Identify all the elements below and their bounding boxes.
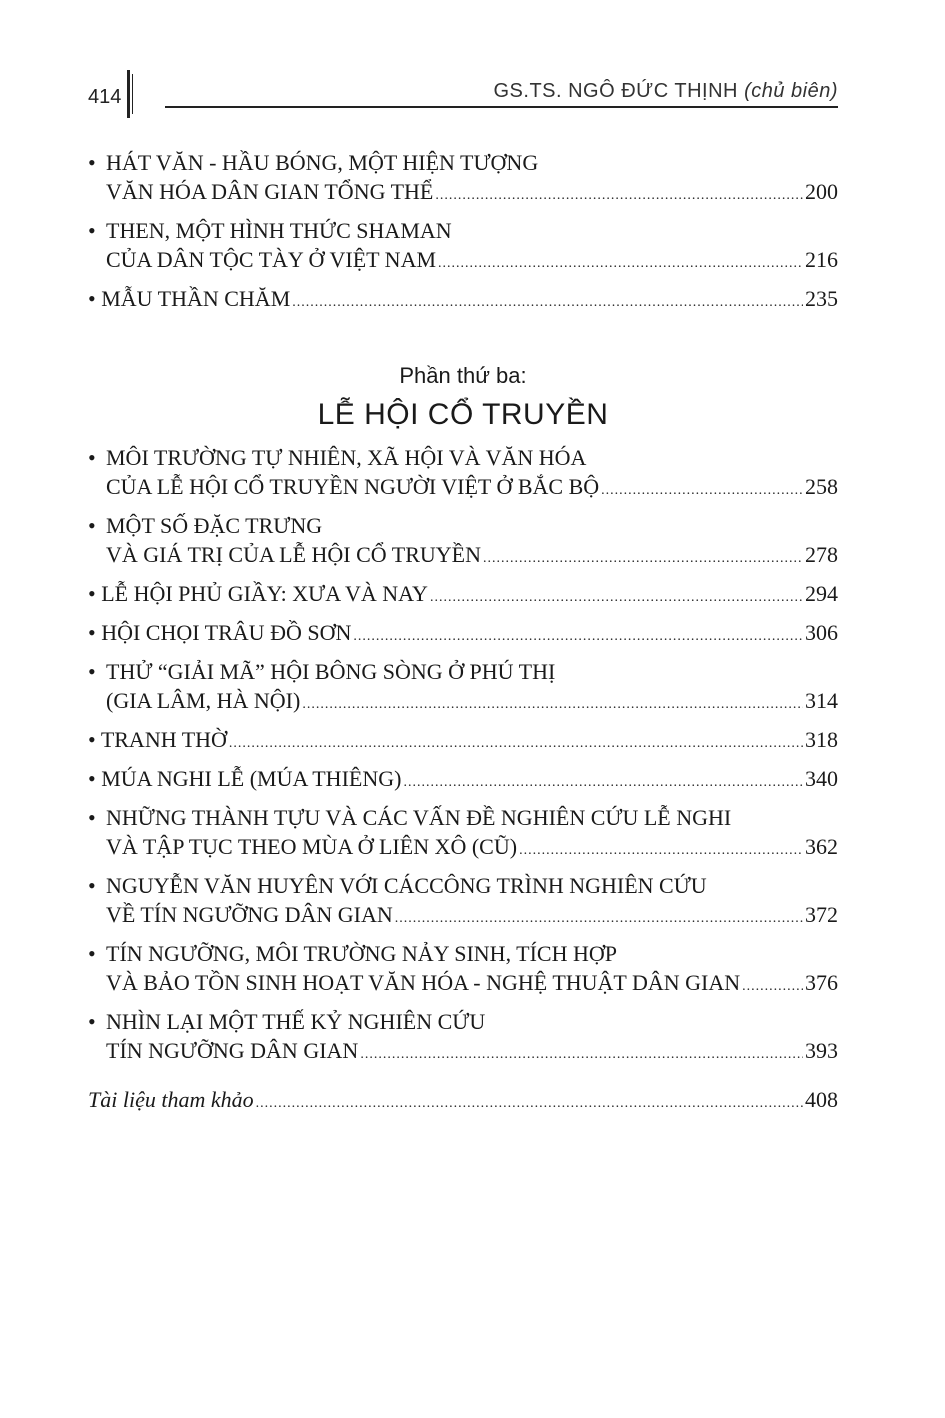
bullet-icon: • bbox=[88, 445, 96, 470]
entry-title-line: (GIA LÂM, HÀ NỘI) bbox=[106, 688, 301, 713]
dot-leader bbox=[256, 1085, 803, 1118]
entry-title-line: MÔI TRƯỜNG TỰ NHIÊN, XÃ HỘI VÀ VĂN HÓA bbox=[106, 445, 587, 470]
entry-title-line: MÚA NGHI LỄ (MÚA THIÊNG) bbox=[101, 766, 402, 791]
entry-page: 376 bbox=[805, 970, 838, 995]
toc-entry bbox=[88, 579, 838, 612]
entry-page: 372 bbox=[805, 902, 838, 927]
dot-leader bbox=[430, 579, 803, 612]
entry-title-line: LỄ HỘI PHỦ GIẦY: XƯA VÀ NAY bbox=[101, 581, 428, 606]
dot-leader bbox=[435, 177, 803, 210]
references-label: Tài liệu tham khảo bbox=[88, 1087, 254, 1112]
toc-entry bbox=[88, 803, 838, 865]
toc-entry bbox=[88, 764, 838, 797]
entry-page: 235 bbox=[805, 286, 838, 311]
bullet-icon: • bbox=[88, 513, 96, 538]
entry-page: 393 bbox=[805, 1038, 838, 1063]
toc-entry bbox=[88, 284, 838, 317]
entry-title-line: VĂN HÓA DÂN GIAN TỔNG THỂ bbox=[106, 179, 434, 204]
toc-entry bbox=[88, 657, 838, 719]
entry-title-line: MỘT SỐ ĐẶC TRƯNG bbox=[106, 513, 323, 538]
dot-leader bbox=[302, 686, 803, 719]
entry-title-line: THỬ “GIẢI MÃ” HỘI BÔNG SÒNG Ở PHÚ THỊ bbox=[106, 659, 556, 684]
bullet-icon: • bbox=[88, 286, 96, 311]
entry-title-line: THEN, MỘT HÌNH THỨC SHAMAN bbox=[106, 218, 452, 243]
dot-leader bbox=[360, 1036, 803, 1069]
entry-page: 362 bbox=[805, 834, 838, 859]
bullet-icon: • bbox=[88, 150, 96, 175]
bullet-icon: • bbox=[88, 941, 96, 966]
entry-title-line: VỀ TÍN NGƯỠNG DÂN GIAN bbox=[106, 902, 393, 927]
toc-entry bbox=[88, 443, 838, 505]
dot-leader bbox=[483, 540, 803, 573]
table-of-contents bbox=[88, 148, 838, 1118]
running-head-author bbox=[493, 80, 838, 103]
entry-title-line: CỦA LỄ HỘI CỔ TRUYỀN NGƯỜI VIỆT Ở BẮC BỘ bbox=[106, 474, 600, 499]
entry-page: 314 bbox=[805, 688, 838, 713]
dot-leader bbox=[395, 900, 803, 933]
entry-page: 408 bbox=[805, 1087, 838, 1112]
author-name: GS.TS. NGÔ ĐỨC THỊNH bbox=[493, 80, 738, 102]
entry-title-line: VÀ GIÁ TRỊ CỦA LỄ HỘI CỔ TRUYỀN bbox=[106, 542, 482, 567]
dot-leader bbox=[601, 472, 803, 505]
entry-page: 200 bbox=[805, 179, 838, 204]
bullet-icon: • bbox=[88, 218, 96, 243]
entry-title-line: NHỮNG THÀNH TỰU VÀ CÁC VẤN ĐỀ NGHIÊN CỨU LỄ NGHI bbox=[106, 805, 732, 830]
entry-title-line: HỘI CHỌI TRÂU ĐỒ SƠN bbox=[101, 620, 352, 645]
entry-page: 340 bbox=[805, 766, 838, 791]
entry-page: 216 bbox=[805, 247, 838, 272]
bullet-icon: • bbox=[88, 873, 96, 898]
dot-leader bbox=[438, 245, 803, 278]
entry-title-line: VÀ BẢO TỒN SINH HOẠT VĂN HÓA - NGHỆ THUẬT DÂN GIAN bbox=[106, 970, 741, 995]
bullet-icon: • bbox=[88, 1009, 96, 1034]
header-rule bbox=[165, 106, 838, 108]
entry-title-line: TÍN NGƯỠNG DÂN GIAN bbox=[106, 1038, 359, 1063]
bullet-icon: • bbox=[88, 581, 96, 606]
entry-title-line: HÁT VĂN - HẦU BÓNG, MỘT HIỆN TƯỢNG bbox=[106, 150, 539, 175]
dot-leader bbox=[519, 832, 803, 865]
page-number: 414 bbox=[88, 86, 122, 108]
dot-leader bbox=[403, 764, 803, 797]
dot-leader bbox=[353, 618, 803, 651]
part-label: Phần thứ ba: bbox=[399, 363, 527, 388]
entry-page: 306 bbox=[805, 620, 838, 645]
toc-entry bbox=[88, 618, 838, 651]
header-divider-bar bbox=[127, 70, 130, 118]
toc-entry bbox=[88, 725, 838, 758]
bullet-icon: • bbox=[88, 659, 96, 684]
entry-title-line: MẪU THẦN CHĂM bbox=[101, 286, 291, 311]
entry-page: 258 bbox=[805, 474, 838, 499]
entry-title-line: TRANH THỜ bbox=[100, 727, 227, 752]
entry-page: 278 bbox=[805, 542, 838, 567]
toc-entry bbox=[88, 871, 838, 933]
running-header bbox=[0, 0, 945, 120]
entry-title-line: NHÌN LẠI MỘT THẾ KỶ NGHIÊN CỨU bbox=[106, 1009, 486, 1034]
dot-leader bbox=[229, 725, 803, 758]
toc-entry bbox=[88, 939, 838, 1001]
toc-entry bbox=[88, 148, 838, 210]
toc-entry bbox=[88, 511, 838, 573]
entry-page: 294 bbox=[805, 581, 838, 606]
part-title: LỄ HỘI CỔ TRUYỀN bbox=[317, 398, 609, 431]
toc-entry bbox=[88, 1007, 838, 1069]
dot-leader bbox=[292, 284, 803, 317]
dot-leader bbox=[742, 968, 803, 1001]
toc-entry-references bbox=[88, 1085, 838, 1118]
entry-title-line: CỦA DÂN TỘC TÀY Ở VIỆT NAM bbox=[106, 247, 437, 272]
entry-page: 318 bbox=[805, 727, 838, 752]
entry-title-line: VÀ TẬP TỤC THEO MÙA Ở LIÊN XÔ (CŨ) bbox=[106, 834, 518, 859]
bullet-icon: • bbox=[88, 805, 96, 830]
toc-entry bbox=[88, 216, 838, 278]
author-role: (chủ biên) bbox=[744, 80, 838, 102]
bullet-icon: • bbox=[88, 727, 96, 752]
bullet-icon: • bbox=[88, 766, 96, 791]
entry-title-line: NGUYỄN VĂN HUYÊN VỚI CÁCCÔNG TRÌNH NGHIÊN CỨU bbox=[106, 873, 707, 898]
part-heading bbox=[88, 361, 838, 429]
entry-title-line: TÍN NGƯỠNG, MÔI TRƯỜNG NẢY SINH, TÍCH HỢP bbox=[106, 941, 618, 966]
header-divider-thin bbox=[132, 74, 133, 114]
bullet-icon: • bbox=[88, 620, 96, 645]
